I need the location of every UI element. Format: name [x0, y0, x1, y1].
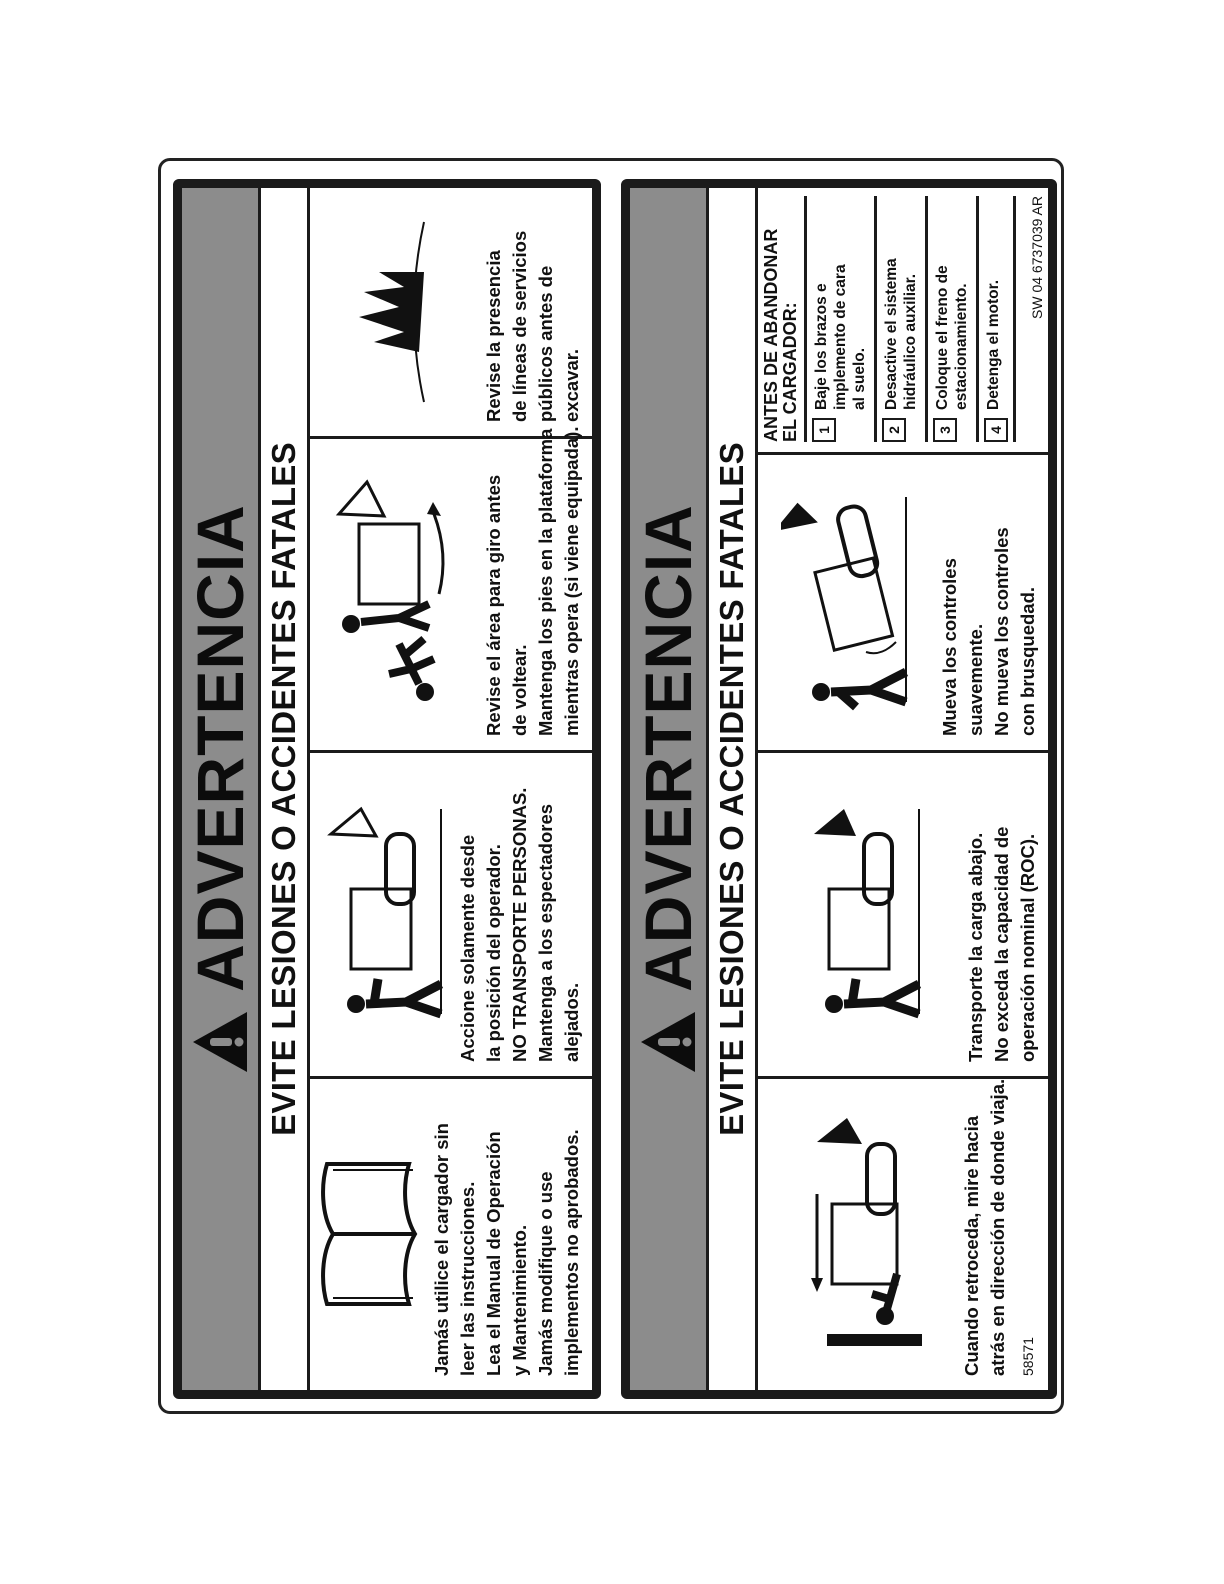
text-line: Lea el Manual de Operación — [483, 1131, 504, 1376]
warning-triangle-icon — [190, 1010, 250, 1074]
text-line: de líneas de servicios — [509, 230, 530, 422]
warning-label-top — [173, 179, 601, 1399]
warning-triangle-icon — [638, 1010, 698, 1074]
step-item — [877, 196, 928, 442]
explosion-icon — [334, 212, 454, 412]
text-line: Jamás modifique o use — [535, 1171, 556, 1376]
step-number: 4 — [984, 418, 1008, 442]
cell-before-leaving — [758, 188, 1051, 452]
cell-swing-area — [310, 426, 595, 750]
step-line: Baje los brazos e — [813, 283, 830, 410]
text-line: Jamás utilice el cargador sin — [431, 1123, 452, 1376]
cell-operator-position — [310, 750, 595, 1076]
load-low-icon — [794, 805, 924, 1025]
step-line: Detenga el motor. — [985, 279, 1002, 410]
step-number: 3 — [933, 418, 957, 442]
label-code: 58571 — [1020, 1337, 1036, 1376]
text-line: Revise la presencia — [483, 250, 504, 422]
text-line: operación nominal (ROC). — [1017, 833, 1038, 1062]
text-line: Revise el área para giro antes — [483, 474, 504, 736]
text-line: la posición del operador. — [483, 844, 504, 1062]
text-line: de voltear. — [509, 644, 530, 736]
swing-area-icon — [329, 475, 459, 715]
text-line: alejados. — [561, 982, 582, 1062]
step-line: Coloque el freno de — [934, 265, 951, 410]
text-line: suavemente. — [965, 623, 986, 736]
subheader: EVITE LESIONES O ACCIDENTES FATALES — [261, 188, 310, 1390]
reverse-loader-icon — [787, 1115, 927, 1355]
step-item — [979, 196, 1016, 442]
decal-sheet — [158, 158, 1064, 1414]
step-number: 2 — [882, 418, 906, 442]
text-line: mientras opera (si viene equipada). — [561, 426, 582, 736]
subheader: EVITE LESIONES O ACCIDENTES FATALES — [709, 188, 758, 1390]
step-item — [928, 196, 979, 442]
header-title: ADVERTENCIA — [183, 504, 257, 992]
text-line: leer las instrucciones. — [457, 1181, 478, 1376]
warning-label-bottom — [621, 179, 1057, 1399]
step-number: 1 — [812, 418, 836, 442]
text-line: Transporte la carga abajo. — [965, 832, 986, 1062]
manual-book-icon — [313, 1155, 423, 1315]
step-line: estacionamiento. — [953, 283, 970, 410]
cell-read-manual — [310, 1076, 595, 1390]
text-line: Mantenga los pies en la plataforma — [535, 428, 556, 736]
text-line: No mueva los controles — [991, 527, 1012, 736]
text-line: Accione solamente desde — [457, 834, 478, 1062]
text-line: atrás en dirección de donde viaja. — [987, 1078, 1008, 1376]
step-line: al suelo. — [851, 347, 868, 410]
text-line: implementos no aprobados. — [561, 1129, 582, 1376]
text-line: con brusquedad. — [1017, 586, 1038, 736]
cell-carry-load-low — [758, 750, 1051, 1076]
cell-look-back — [758, 1076, 1051, 1390]
cell-utility-lines — [310, 188, 595, 436]
text-line: y Mantenimiento. — [509, 1224, 530, 1376]
text-line: Cuando retroceda, mire hacia — [961, 1115, 982, 1376]
part-number: SW 04 6737039 AR — [1029, 196, 1045, 319]
cell-smooth-controls — [758, 452, 1051, 750]
text-line: No exceda la capacidad de — [991, 826, 1012, 1062]
steps-title-line: ANTES DE ABANDONAR — [761, 228, 781, 442]
steps-title — [762, 196, 807, 442]
tipping-loader-icon — [781, 493, 911, 713]
operator-loader-icon — [316, 805, 446, 1025]
text-line: excavar. — [561, 348, 582, 422]
text-line: públicos antes de — [535, 265, 556, 422]
warning-header — [182, 188, 261, 1390]
step-line: Desactive el sistema — [883, 258, 900, 410]
text-line: NO TRANSPORTE PERSONAS. — [509, 787, 530, 1062]
rotated-decal — [161, 161, 1067, 1417]
header-title: ADVERTENCIA — [631, 504, 705, 992]
step-line: hidráulico auxiliar. — [902, 273, 919, 410]
step-line: implemento de cara — [832, 264, 849, 410]
steps-title-line: EL CARGADOR: — [780, 302, 800, 442]
text-line: Mueva los controles — [939, 558, 960, 736]
text-line: Mantenga a los espectadores — [535, 803, 556, 1062]
warning-header — [630, 188, 709, 1390]
step-item — [807, 196, 877, 442]
